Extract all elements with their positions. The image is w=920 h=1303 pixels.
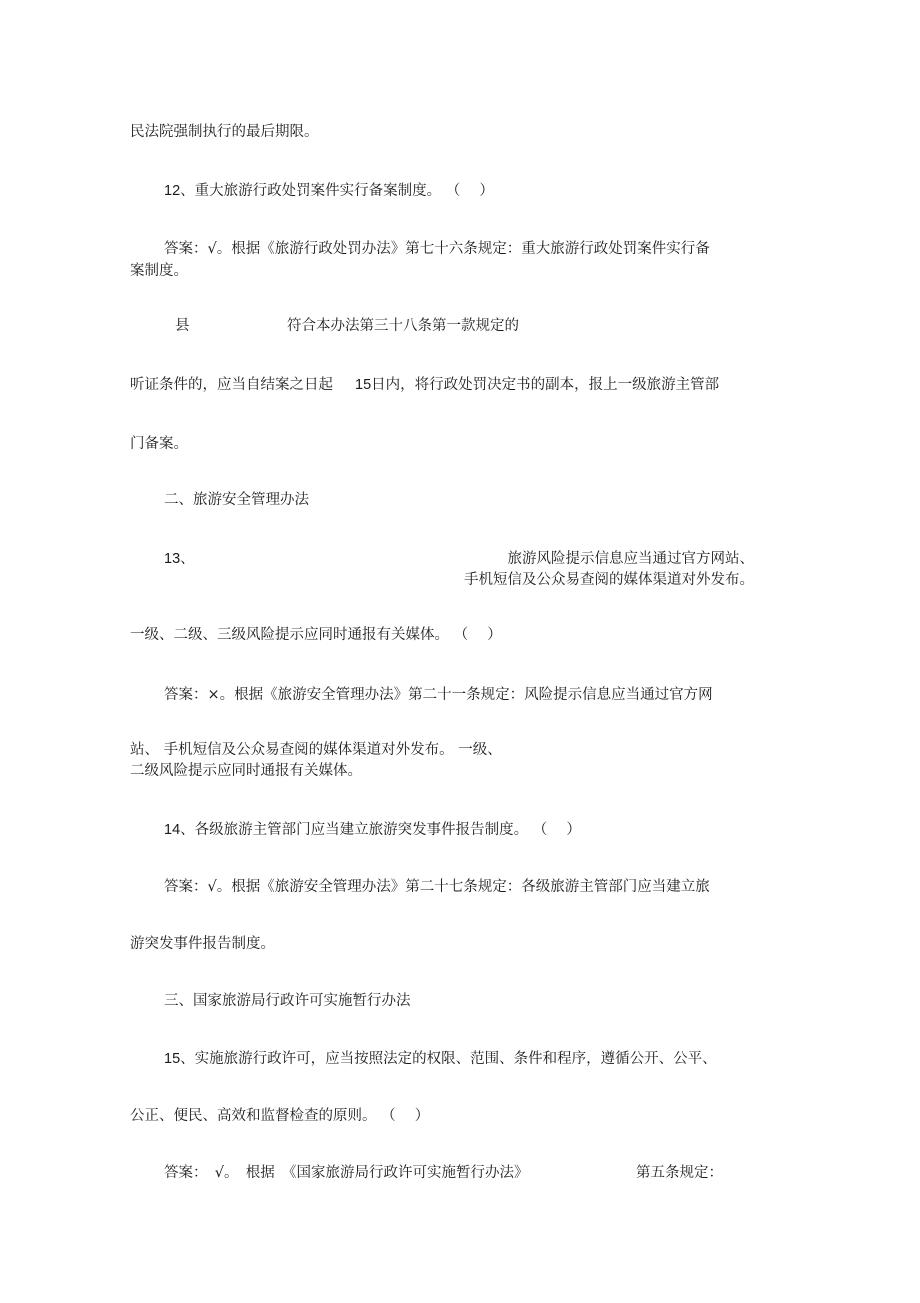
answer-14-line-2: 游突发事件报告制度。 bbox=[130, 936, 275, 952]
question-text: 、实施旅游行政许可，应当按照法定的权限、范围、条件和程序，遵循公开、公平、 bbox=[180, 1051, 717, 1067]
text-line: 门备案。 bbox=[130, 436, 188, 452]
question-text: 、各级旅游主管部门应当建立旅游突发事件报告制度。 （ ） bbox=[180, 822, 581, 838]
question-number: 13 bbox=[164, 551, 181, 567]
question-punct: 、 bbox=[180, 551, 195, 567]
question-13 bbox=[164, 552, 195, 567]
answer-15-line-1b: 第五条规定： bbox=[636, 1165, 723, 1181]
text-line: 民法院强制执行的最后期限。 bbox=[130, 124, 319, 140]
answer-15-line-1: 答案： √。 根据 《国家旅游局行政许可实施暂行办法》 bbox=[164, 1165, 529, 1181]
answer-12-line-1: 答案：√。根据《旅游行政处罚办法》第七十六条规定：重大旅游行政处罚案件实行备 bbox=[164, 241, 710, 257]
text-fragment: 县 bbox=[175, 318, 190, 334]
answer-13-line-1: 答案：×。根据《旅游安全管理办法》第二十一条规定：风险提示信息应当通过官方网 bbox=[164, 687, 713, 703]
question-13-text-2: 手机短信及公众易查阅的媒体渠道对外发布。 bbox=[464, 572, 754, 588]
answer-13-line-2: 站、 手机短信及公众易查阅的媒体渠道对外发布。 一级、 bbox=[130, 742, 502, 758]
question-14 bbox=[164, 823, 581, 838]
question-13-text-1: 旅游风险提示信息应当通过官方网站、 bbox=[507, 551, 754, 567]
question-13-text-3: 一级、二级、三级风险提示应同时通报有关媒体。 （ ） bbox=[130, 627, 502, 643]
question-number: 14 bbox=[164, 822, 181, 838]
question-12 bbox=[164, 184, 494, 199]
answer-14-line-1: 答案：√。根据《旅游安全管理办法》第二十七条规定：各级旅游主管部门应当建立旅 bbox=[164, 879, 710, 895]
section-heading-2: 二、旅游安全管理办法 bbox=[164, 492, 309, 508]
text-segment: 听证条件的，应当自结案之日起 bbox=[130, 377, 333, 393]
answer-13-line-3: 二级风险提示应同时通报有关媒体。 bbox=[130, 763, 362, 779]
number-days: 15 bbox=[355, 377, 372, 393]
text-line: 符合本办法第三十八条第一款规定的 bbox=[287, 318, 519, 334]
answer-12-line-2: 案制度。 bbox=[130, 263, 188, 279]
question-number: 12 bbox=[164, 183, 181, 199]
question-number: 15 bbox=[164, 1051, 181, 1067]
question-15 bbox=[164, 1052, 717, 1067]
text-line bbox=[130, 378, 719, 393]
section-heading-3: 三、国家旅游局行政许可实施暂行办法 bbox=[164, 993, 411, 1009]
question-text: 、重大旅游行政处罚案件实行备案制度。 （ ） bbox=[180, 183, 494, 199]
text-segment: 日内，将行政处罚决定书的副本，报上一级旅游主管部 bbox=[371, 377, 720, 393]
question-15-line-2: 公正、便民、高效和监督检查的原则。 （ ） bbox=[130, 1108, 430, 1124]
